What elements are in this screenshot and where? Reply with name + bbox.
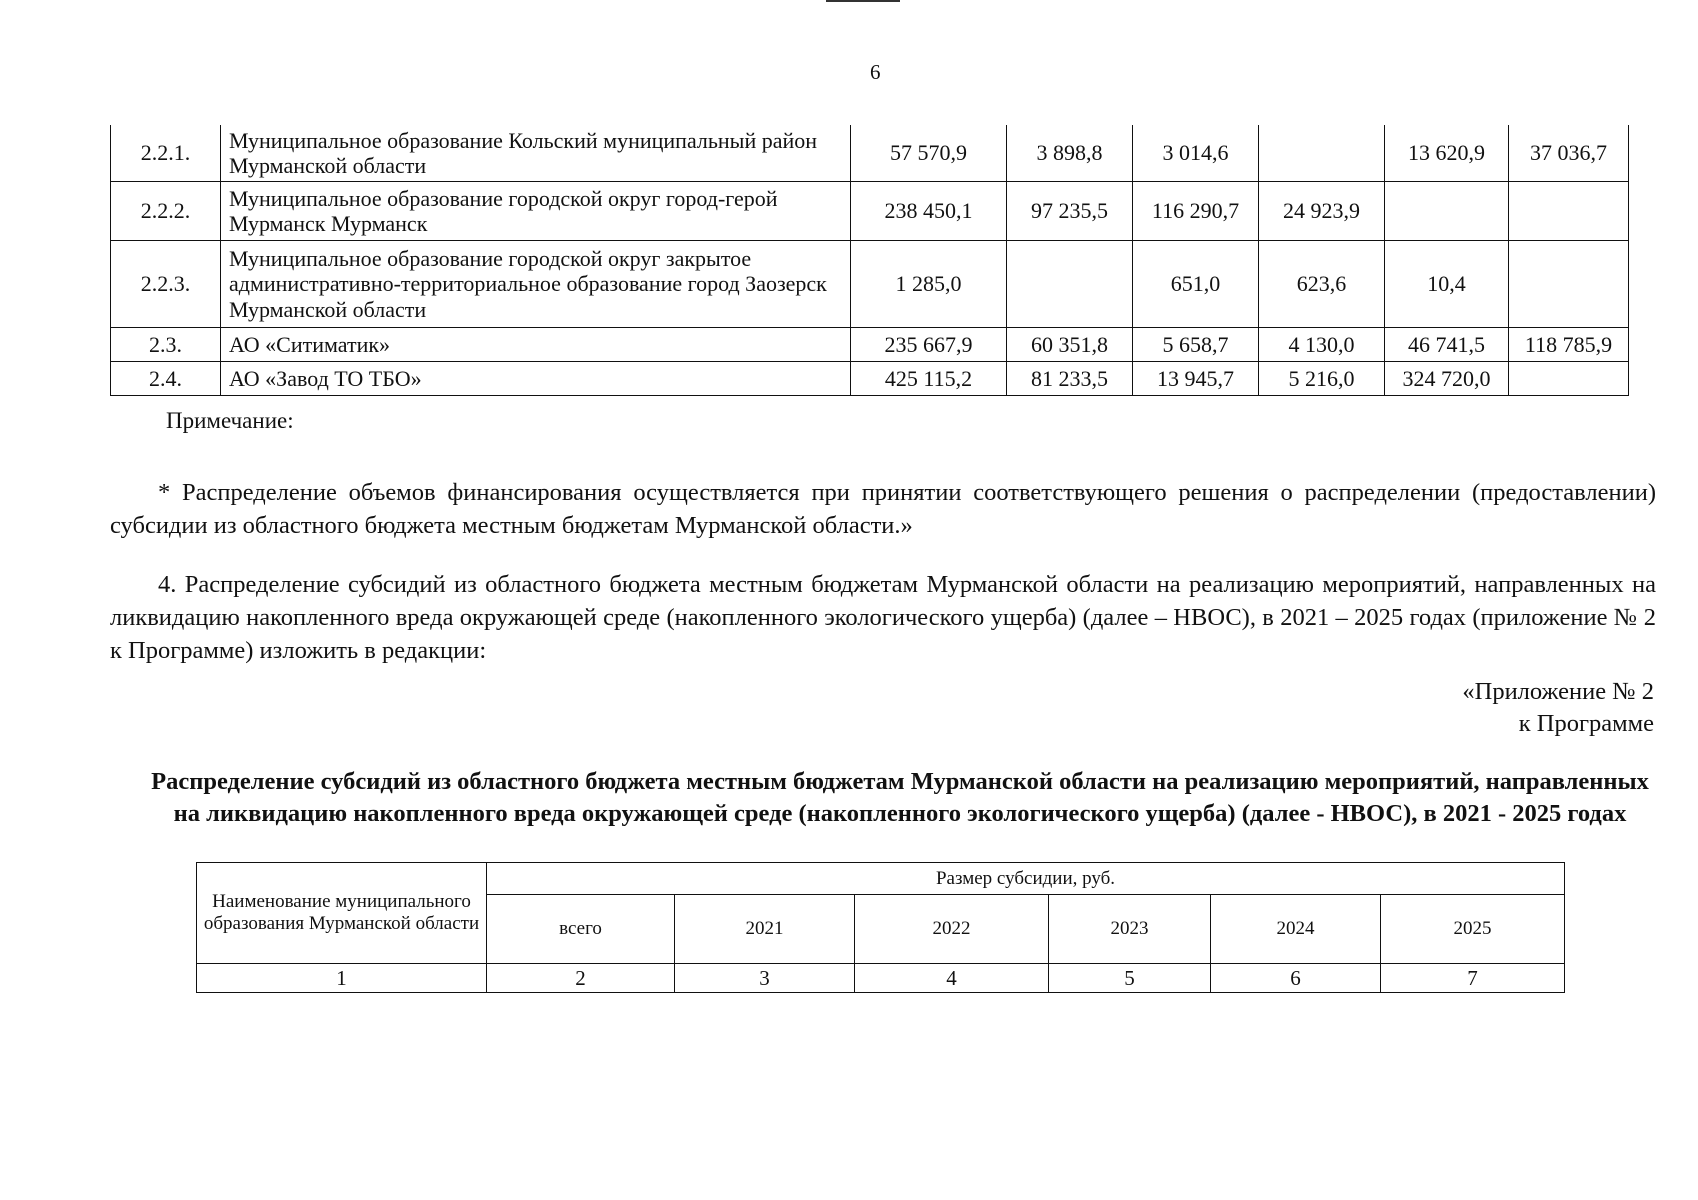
column-number: 2: [487, 964, 675, 993]
value-total: 57 570,9: [851, 125, 1007, 182]
column-number: 7: [1381, 964, 1565, 993]
value-2025: [1509, 182, 1629, 241]
header-2022: 2022: [855, 894, 1049, 963]
column-number: 3: [675, 964, 855, 993]
value-2021: 81 233,5: [1007, 362, 1133, 396]
header-name: Наименование муниципального образования Мурманской области: [197, 863, 487, 964]
value-2024: 324 720,0: [1385, 362, 1509, 396]
value-2025: 37 036,7: [1509, 125, 1629, 182]
value-2021: 3 898,8: [1007, 125, 1133, 182]
value-2023: 5 216,0: [1259, 362, 1385, 396]
value-2023: [1259, 125, 1385, 182]
value-2025: [1509, 362, 1629, 396]
value-2023: 24 923,9: [1259, 182, 1385, 241]
table-row: [111, 328, 1629, 362]
value-2022: 116 290,7: [1133, 182, 1259, 241]
value-2022: 3 014,6: [1133, 125, 1259, 182]
paragraph-4-text: 4. Распределение субсидий из областного бюджета местным бюджетам Мурманской области на реализацию мероприятий, направленных на ликвидацию накопленного вреда окружающей среде (накопленного экологического ущерба) (далее – НВОС), в 2021 – 2025 годах (приложение № 2 к Программе) изложить в редакции:: [110, 571, 1656, 664]
column-number-row: [197, 964, 1565, 993]
header-2023: 2023: [1049, 894, 1211, 963]
value-2023: 623,6: [1259, 241, 1385, 328]
value-2022: 5 658,7: [1133, 328, 1259, 362]
funding-table: [110, 125, 1629, 396]
header-size: Размер субсидии, руб.: [487, 863, 1565, 895]
column-number: 4: [855, 964, 1049, 993]
table-row: [111, 362, 1629, 396]
value-2021: [1007, 241, 1133, 328]
note-paragraph: [110, 476, 1656, 542]
section-heading: Распределение субсидий из областного бюджета местным бюджетам Мурманской области на реализацию мероприятий, направленных на ликвидацию накопленного вреда окружающей среде (накопленного экологического ущерба) (далее - НВОС), в 2021 - 2025 годах: [151, 768, 1649, 827]
appendix-line-1: «Приложение № 2: [1462, 678, 1654, 705]
row-name: АО «Ситиматик»: [221, 328, 851, 362]
appendix-line-2: к Программе: [1518, 710, 1654, 737]
row-name: Муниципальное образование городской округ город-герой Мурманск Мурманск: [221, 182, 851, 241]
appendix-reference: [1462, 676, 1654, 740]
value-2024: 10,4: [1385, 241, 1509, 328]
column-number: 5: [1049, 964, 1211, 993]
table-row: [111, 182, 1629, 241]
header-row: [197, 863, 1565, 895]
value-total: 1 285,0: [851, 241, 1007, 328]
paragraph-4: [110, 568, 1656, 667]
row-name: Муниципальное образование городской округ закрытое административно-территориальное образование город Заозерск Мурманской области: [221, 241, 851, 328]
value-2024: [1385, 182, 1509, 241]
value-2024: 46 741,5: [1385, 328, 1509, 362]
value-2025: 118 785,9: [1509, 328, 1629, 362]
header-2021: 2021: [675, 894, 855, 963]
row-name: Муниципальное образование Кольский муниципальный район Мурманской области: [221, 125, 851, 182]
note-label: Примечание:: [166, 408, 294, 433]
header-2025: 2025: [1381, 894, 1565, 963]
row-number: 2.2.2.: [111, 182, 221, 241]
table-row: [111, 125, 1629, 182]
value-total: 425 115,2: [851, 362, 1007, 396]
value-total: 238 450,1: [851, 182, 1007, 241]
row-number: 2.2.1.: [111, 125, 221, 182]
value-2025: [1509, 241, 1629, 328]
value-2023: 4 130,0: [1259, 328, 1385, 362]
header-2024: 2024: [1211, 894, 1381, 963]
column-number: 1: [197, 964, 487, 993]
value-2024: 13 620,9: [1385, 125, 1509, 182]
note-text: * Распределение объемов финансирования осуществляется при принятии соответствующего решения о распределении (предоставлении) субсидии из областного бюджета местным бюджетам Мурманской области.»: [110, 479, 1656, 539]
value-2022: 13 945,7: [1133, 362, 1259, 396]
value-2021: 97 235,5: [1007, 182, 1133, 241]
row-name: АО «Завод ТО ТБО»: [221, 362, 851, 396]
table-row: [111, 241, 1629, 328]
value-2022: 651,0: [1133, 241, 1259, 328]
page-number: 6: [870, 60, 881, 84]
value-2021: 60 351,8: [1007, 328, 1133, 362]
subsidy-table: [196, 862, 1565, 993]
top-mark: [826, 0, 900, 2]
column-number: 6: [1211, 964, 1381, 993]
row-number: 2.3.: [111, 328, 221, 362]
row-number: 2.4.: [111, 362, 221, 396]
row-number: 2.2.3.: [111, 241, 221, 328]
header-total: всего: [487, 894, 675, 963]
value-total: 235 667,9: [851, 328, 1007, 362]
